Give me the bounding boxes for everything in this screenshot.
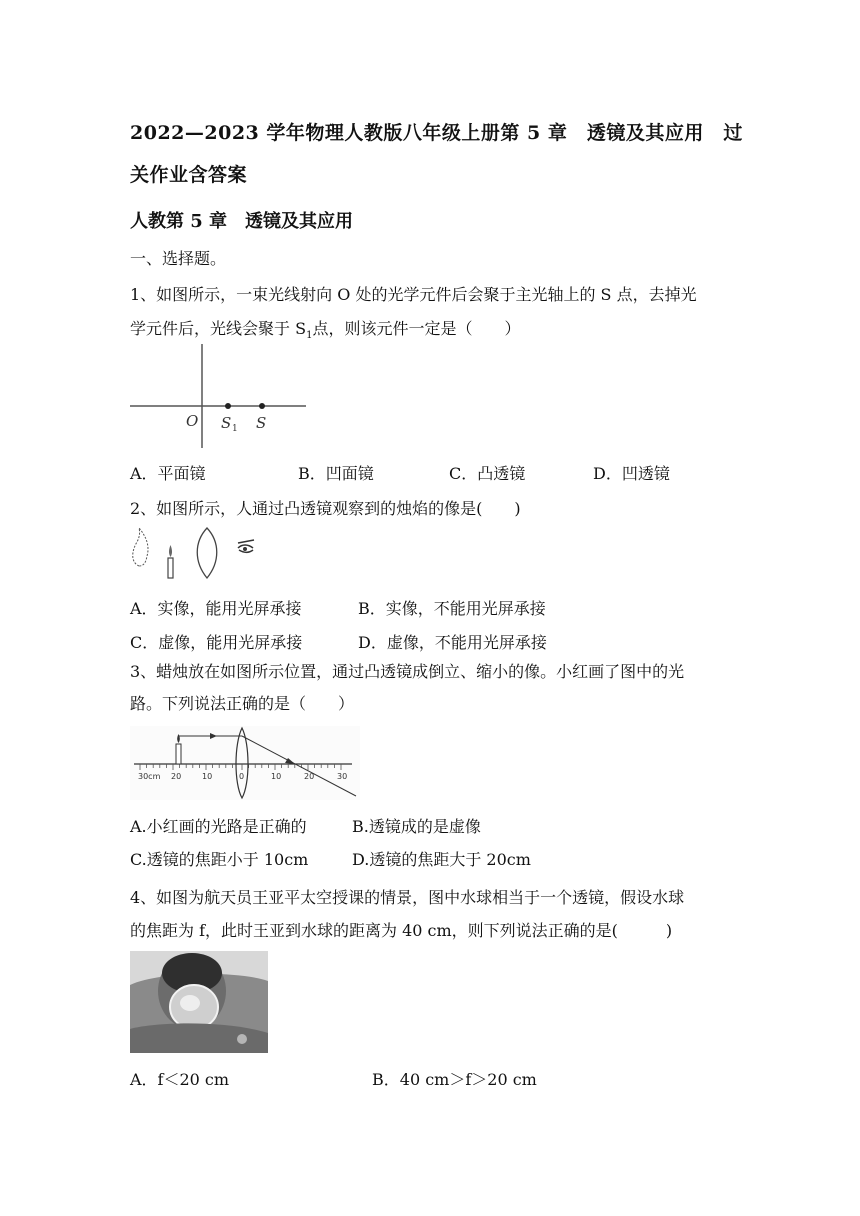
astronaut-water-ball-photo xyxy=(130,951,268,1053)
svg-text:10: 10 xyxy=(202,772,213,781)
q1-figure xyxy=(128,342,310,450)
q2-option-a: A．实像，能用光屏承接 xyxy=(130,599,302,618)
svg-text:10: 10 xyxy=(271,772,282,781)
q2-option-b: B．实像，不能用光屏承接 xyxy=(358,599,546,618)
q2-option-d: D．虚像，不能用光屏承接 xyxy=(358,633,547,652)
q3-figure xyxy=(130,726,362,802)
q3-option-d: D.透镜的焦距大于 20cm xyxy=(352,850,531,869)
q1-line-1: 1、如图所示，一束光线射向 O 处的光学元件后会聚于主光轴上的 S 点，去掉光 xyxy=(130,285,697,304)
q1-option-c: C．凸透镜 xyxy=(449,464,526,483)
q1-option-a: A．平面镜 xyxy=(130,464,206,483)
svg-text:20: 20 xyxy=(171,772,182,781)
label-s: S xyxy=(256,414,267,432)
q1-option-d: D．凹透镜 xyxy=(593,464,670,483)
section-label: 一、选择题。 xyxy=(130,249,227,268)
q2-option-c: C．虚像，能用光屏承接 xyxy=(130,633,303,652)
svg-text:0: 0 xyxy=(239,772,245,781)
candle xyxy=(176,744,181,764)
point-s1 xyxy=(225,403,231,409)
q3-option-b: B.透镜成的是虚像 xyxy=(352,817,481,836)
q2-figure xyxy=(128,526,268,582)
q3-option-c: C.透镜的焦距小于 10cm xyxy=(130,850,309,869)
q3-line-1: 3、蜡烛放在如图所示位置，通过凸透镜成倒立、缩小的像。小红画了图中的光 xyxy=(130,662,685,681)
q4-line-1: 4、如图为航天员王亚平太空授课的情景，图中水球相当于一个透镜，假设水球 xyxy=(130,888,685,907)
candle-icon xyxy=(168,558,173,578)
q1-line-2: 学元件后，光线会聚于 $S_1$点，则该元件一定是（ ） xyxy=(130,319,521,342)
svg-text:30cm: 30cm xyxy=(138,772,161,781)
svg-text:20: 20 xyxy=(304,772,315,781)
title-line-1: 2022—2023 学年物理人教版八年级上册第 5 章 透镜及其应用 过 xyxy=(130,122,743,144)
chapter-heading: 人教第 5 章 透镜及其应用 xyxy=(130,211,354,232)
q4-option-a: A．f＜20 cm xyxy=(130,1070,230,1089)
point-s xyxy=(259,403,265,409)
q4-line-2: 的焦距为 f，此时王亚到水球的距离为 40 cm，则下列说法正确的是( ) xyxy=(130,921,673,940)
svg-text:30: 30 xyxy=(337,772,348,781)
q4-option-b: B．40 cm＞f＞20 cm xyxy=(372,1070,537,1089)
q2-stem: 2、如图所示，人通过凸透镜观察到的烛焰的像是( ) xyxy=(130,499,521,518)
label-o: O xyxy=(186,412,199,430)
flame-image-icon xyxy=(133,528,148,566)
candle-flame-icon xyxy=(169,545,172,557)
label-s1-sub: 1 xyxy=(232,424,238,434)
convex-lens-icon xyxy=(197,528,217,578)
label-s1: S xyxy=(221,414,232,432)
q3-line-2: 路。下列说法正确的是（ ） xyxy=(130,694,355,713)
q1-option-b: B．凹面镜 xyxy=(298,464,374,483)
q3-option-a: A.小红画的光路是正确的 xyxy=(130,817,307,836)
title-line-2: 关作业含答案 xyxy=(130,164,248,186)
